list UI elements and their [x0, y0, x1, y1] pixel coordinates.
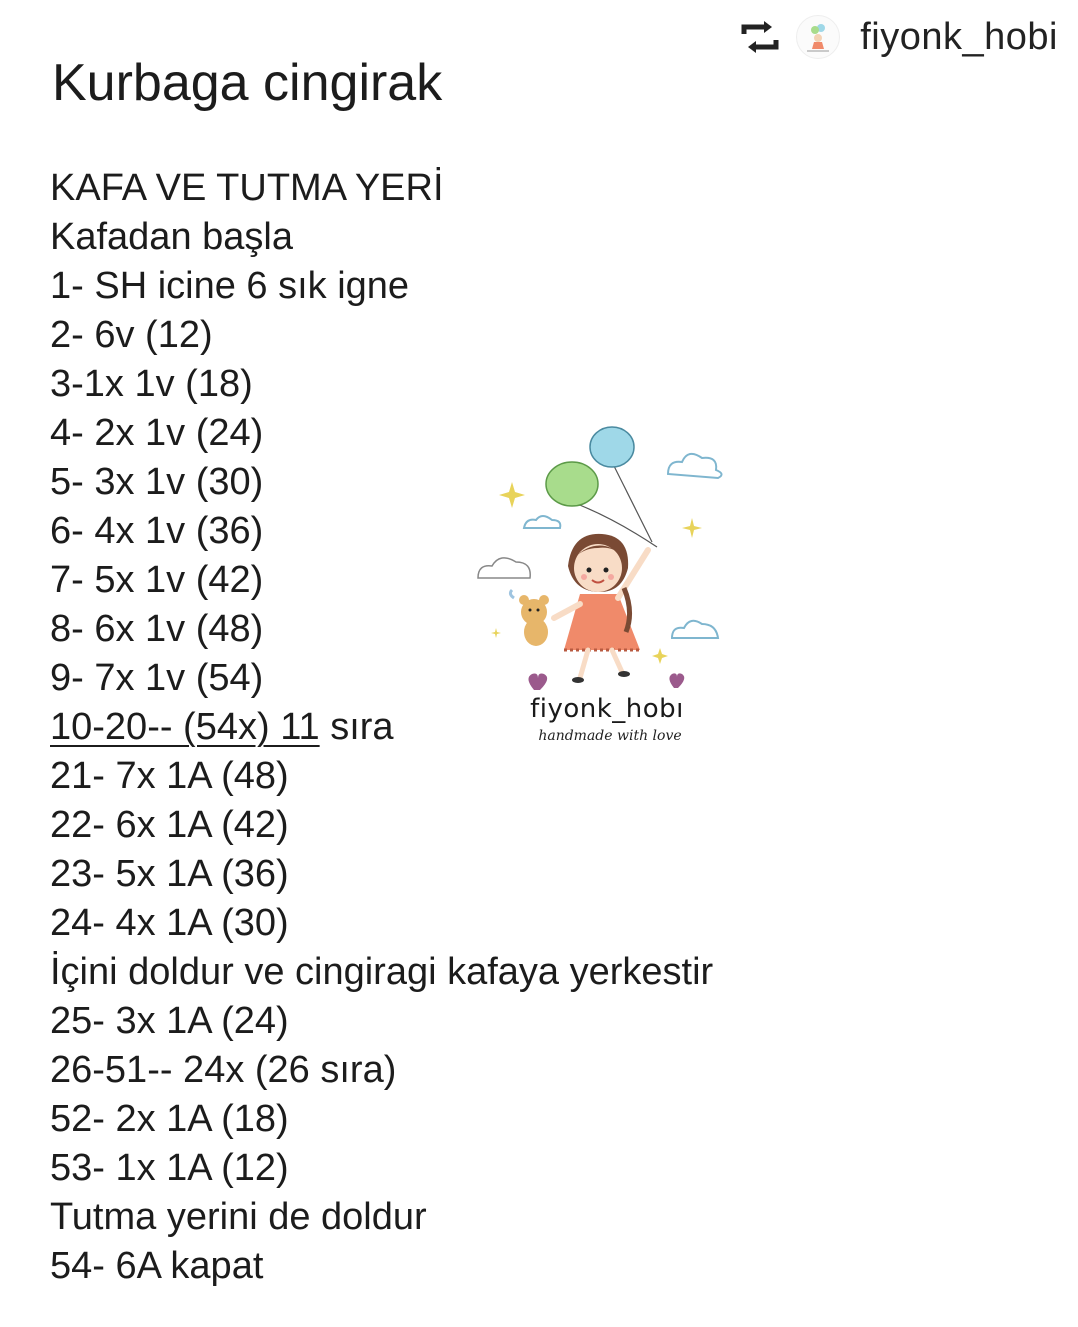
instruction-line: 7- 5x 1v (42)	[50, 559, 264, 601]
instruction-line: 26-51-- 24x (26 sıra)	[50, 1049, 397, 1091]
teddy-bear-illustration	[510, 590, 549, 646]
underlined-rows: 10-20-- (54x) 11	[50, 706, 320, 748]
instruction-line: 8- 6x 1v (48)	[50, 608, 264, 650]
instruction-line: 24- 4x 1A (30)	[50, 902, 289, 944]
instruction-line: 9- 7x 1v (54)	[50, 657, 264, 699]
logo-illustration	[472, 422, 742, 692]
heart-icon	[528, 673, 684, 690]
balloon-green-icon	[546, 462, 598, 506]
instruction-line: 6- 4x 1v (36)	[50, 510, 264, 552]
cloud-icon	[668, 454, 722, 478]
instruction-line: 21- 7x 1A (48)	[50, 755, 289, 797]
instruction-line: Kafadan başla	[50, 216, 293, 258]
instruction-line: 1- SH icine 6 sık igne	[50, 265, 410, 307]
rows-suffix: sıra	[319, 706, 394, 748]
repost-header	[738, 10, 1058, 64]
balloon-blue-icon	[590, 427, 634, 467]
pattern-title: Kurbaga cingirak	[52, 54, 443, 112]
instruction-line: 4- 2x 1v (24)	[50, 412, 264, 454]
instruction-line: 53- 1x 1A (12)	[50, 1147, 289, 1189]
instruction-line: 23- 5x 1A (36)	[50, 853, 289, 895]
username[interactable]: fiyonk_hobi	[860, 15, 1058, 58]
avatar[interactable]	[796, 15, 840, 59]
cloud-icon	[524, 516, 560, 528]
instruction-line: 22- 6x 1A (42)	[50, 804, 289, 846]
cloud-icon	[672, 621, 718, 638]
instruction-line: 2- 6v (12)	[50, 314, 213, 356]
logo-tagline: handmade with love	[538, 728, 682, 744]
instruction-line: 54- 6A kapat	[50, 1245, 264, 1287]
instruction-line: 3-1x 1v (18)	[50, 363, 253, 405]
instruction-line: 52- 2x 1A (18)	[50, 1098, 289, 1140]
logo-name: fiyonk_hobı	[530, 694, 684, 724]
cloud-icon	[478, 558, 530, 578]
girl-illustration	[554, 534, 648, 683]
brand-logo	[472, 422, 742, 752]
instruction-line: Tutma yerini de doldur	[50, 1196, 427, 1238]
instruction-line: 5- 3x 1v (30)	[50, 461, 264, 503]
repost-icon[interactable]	[738, 20, 782, 54]
instruction-line: 25- 3x 1A (24)	[50, 1000, 289, 1042]
instruction-line: İçini doldur ve cingiragi kafaya yerkestir	[50, 951, 714, 993]
instruction-line: KAFA VE TUTMA YERİ	[50, 167, 444, 209]
